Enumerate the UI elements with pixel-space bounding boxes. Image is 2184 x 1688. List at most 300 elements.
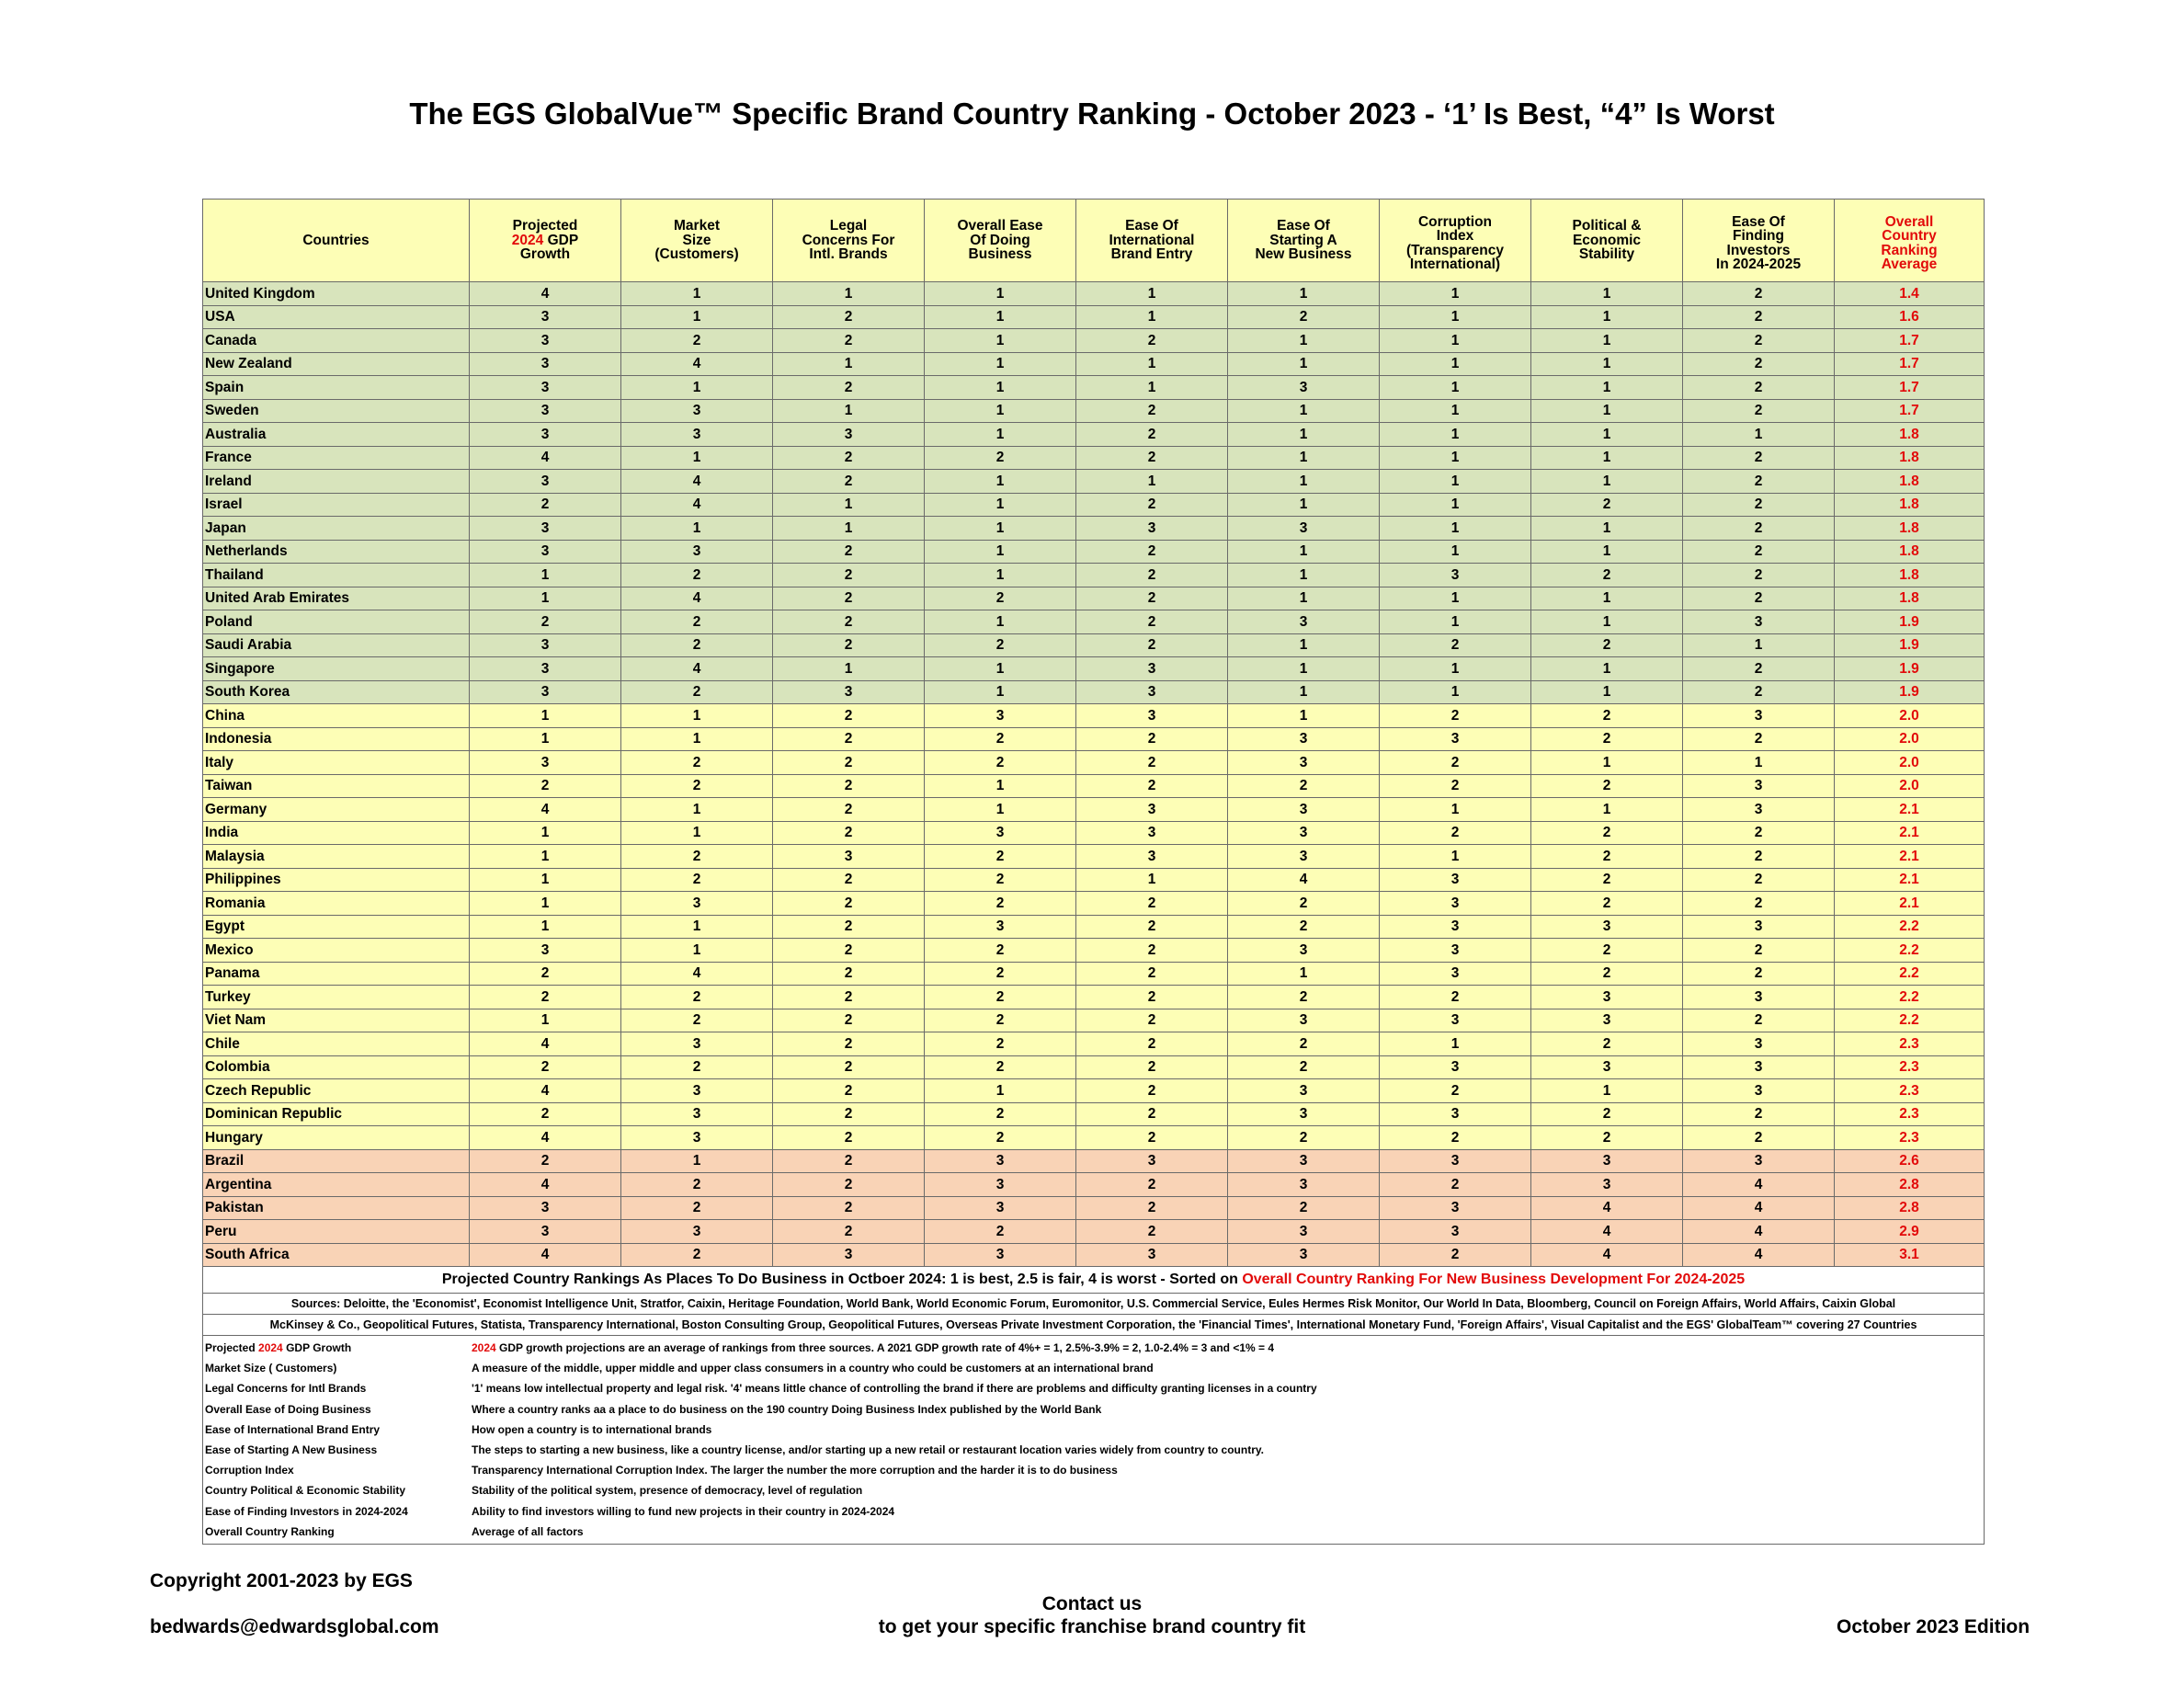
- legend-item: [203, 1440, 1984, 1460]
- rank-cell: 2: [1076, 1102, 1228, 1126]
- rank-cell: 2: [1076, 727, 1228, 751]
- rank-cell: 3: [1531, 1173, 1683, 1197]
- rank-cell: 1: [470, 915, 621, 939]
- country-name: South Africa: [203, 1243, 470, 1267]
- overall-average: 2.0: [1835, 751, 1985, 775]
- rank-cell: 1: [1380, 423, 1531, 447]
- rank-cell: 1: [1228, 633, 1380, 657]
- rank-cell: 1: [1380, 657, 1531, 681]
- rank-cell: 3: [470, 633, 621, 657]
- rank-cell: 3: [470, 540, 621, 564]
- rank-cell: 2: [925, 1055, 1076, 1079]
- rank-cell: 1: [1228, 329, 1380, 353]
- sources-line-2: McKinsey & Co., Geopolitical Futures, Statista, Transparency International, Boston Consulting Group, Geopolitical Futures, Overseas Private Investment Corporation, the 'Financial Times', International Monetary Fund, 'Foreign Affairs', Visual Capitalist and the EGS' GlobalTeam™ covering 27 Countries: [203, 1315, 1985, 1336]
- rank-cell: 3: [1076, 1149, 1228, 1173]
- table-row: [203, 727, 1985, 751]
- rank-cell: 4: [470, 798, 621, 822]
- rank-cell: 1: [1531, 470, 1683, 494]
- overall-average: 2.2: [1835, 939, 1985, 963]
- rank-cell: 3: [1228, 821, 1380, 845]
- rank-cell: 4: [621, 587, 773, 610]
- legend-item: [203, 1501, 1984, 1522]
- rank-cell: 3: [1228, 939, 1380, 963]
- table-row: [203, 540, 1985, 564]
- rank-cell: 2: [1076, 610, 1228, 634]
- rank-cell: 1: [1531, 376, 1683, 400]
- rank-cell: 3: [1228, 751, 1380, 775]
- rank-cell: 4: [470, 1243, 621, 1267]
- table-row: [203, 423, 1985, 447]
- rank-cell: 1: [773, 657, 925, 681]
- country-name: Singapore: [203, 657, 470, 681]
- rank-cell: 4: [470, 1126, 621, 1150]
- table-row: [203, 1220, 1985, 1244]
- rank-cell: 2: [773, 1102, 925, 1126]
- overall-average: 2.3: [1835, 1102, 1985, 1126]
- rank-cell: 1: [925, 329, 1076, 353]
- rank-cell: 1: [925, 564, 1076, 587]
- rank-cell: 2: [1380, 1173, 1531, 1197]
- rank-cell: 2: [925, 868, 1076, 892]
- table-row: [203, 1126, 1985, 1150]
- rank-cell: 2: [925, 446, 1076, 470]
- rank-cell: 1: [1683, 423, 1835, 447]
- rank-cell: 3: [1380, 1220, 1531, 1244]
- table-row: [203, 610, 1985, 634]
- rank-cell: 3: [470, 657, 621, 681]
- rank-cell: 3: [1683, 798, 1835, 822]
- rank-cell: 4: [621, 352, 773, 376]
- rank-cell: 2: [1683, 868, 1835, 892]
- country-name: France: [203, 446, 470, 470]
- rank-cell: 2: [1380, 751, 1531, 775]
- rank-cell: 1: [470, 704, 621, 728]
- rank-cell: 3: [1683, 1055, 1835, 1079]
- table-row: [203, 1196, 1985, 1220]
- contact-email[interactable]: bedwards@edwardsglobal.com: [150, 1616, 439, 1637]
- rank-cell: 3: [1228, 517, 1380, 541]
- rank-cell: 2: [773, 1079, 925, 1103]
- country-name: Israel: [203, 493, 470, 517]
- table-row: [203, 517, 1985, 541]
- rank-cell: 3: [1076, 845, 1228, 869]
- rank-cell: 2: [773, 1009, 925, 1032]
- rank-cell: 2: [1228, 915, 1380, 939]
- rank-cell: 4: [470, 1079, 621, 1103]
- rank-cell: 3: [470, 352, 621, 376]
- rank-cell: 1: [1531, 610, 1683, 634]
- rank-cell: 1: [925, 657, 1076, 681]
- table-row: [203, 798, 1985, 822]
- rank-cell: 1: [621, 305, 773, 329]
- rank-cell: 1: [1380, 305, 1531, 329]
- rank-cell: 1: [1531, 329, 1683, 353]
- rank-cell: 3: [1228, 1102, 1380, 1126]
- rank-cell: 1: [1531, 446, 1683, 470]
- rank-cell: 2: [1228, 986, 1380, 1009]
- rank-cell: 1: [1683, 751, 1835, 775]
- rank-cell: 3: [470, 423, 621, 447]
- rank-cell: 2: [773, 939, 925, 963]
- country-name: Sweden: [203, 399, 470, 423]
- rank-cell: 2: [1531, 727, 1683, 751]
- rank-cell: 1: [773, 399, 925, 423]
- legend-definition: A measure of the middle, upper middle and upper class consumers in a country who could be customers at an international brand: [472, 1362, 1154, 1375]
- rank-cell: 2: [773, 1126, 925, 1150]
- header-corruption: Corruption Index (Transparency International): [1380, 200, 1531, 282]
- overall-average: 2.1: [1835, 798, 1985, 822]
- rank-cell: 1: [1380, 470, 1531, 494]
- rank-cell: 2: [1076, 1173, 1228, 1197]
- rank-cell: 2: [773, 962, 925, 986]
- overall-average: 2.1: [1835, 845, 1985, 869]
- rank-cell: 3: [1683, 1032, 1835, 1056]
- rank-cell: 2: [925, 892, 1076, 916]
- country-name: Indonesia: [203, 727, 470, 751]
- table-row: [203, 1055, 1985, 1079]
- table-row: [203, 845, 1985, 869]
- country-name: Japan: [203, 517, 470, 541]
- rank-cell: 1: [1380, 446, 1531, 470]
- rank-cell: 2: [925, 962, 1076, 986]
- rank-cell: 2: [1531, 939, 1683, 963]
- header-investors: Ease Of Finding Investors In 2024-2025: [1683, 200, 1835, 282]
- rank-cell: 1: [470, 1009, 621, 1032]
- rank-cell: 1: [621, 727, 773, 751]
- ranking-table: [202, 199, 1985, 1545]
- overall-average: 1.6: [1835, 305, 1985, 329]
- rank-cell: 3: [470, 1196, 621, 1220]
- rank-cell: 2: [925, 633, 1076, 657]
- contact-us: Contact us: [1041, 1593, 1143, 1614]
- rank-cell: 2: [470, 1055, 621, 1079]
- rank-cell: 1: [1531, 680, 1683, 704]
- rank-cell: 1: [1228, 587, 1380, 610]
- rank-cell: 2: [621, 1196, 773, 1220]
- rank-cell: 2: [1380, 986, 1531, 1009]
- rank-cell: 2: [1531, 821, 1683, 845]
- rank-cell: 2: [925, 845, 1076, 869]
- table-row: [203, 446, 1985, 470]
- rank-cell: 2: [773, 1032, 925, 1056]
- rank-cell: 1: [925, 798, 1076, 822]
- country-name: Dominican Republic: [203, 1102, 470, 1126]
- rank-cell: 4: [1683, 1220, 1835, 1244]
- rank-cell: 3: [925, 1243, 1076, 1267]
- rank-cell: 2: [1683, 329, 1835, 353]
- rank-cell: 3: [1228, 376, 1380, 400]
- rank-cell: 1: [773, 493, 925, 517]
- rank-cell: 1: [1531, 798, 1683, 822]
- rank-cell: 1: [1228, 470, 1380, 494]
- rank-cell: 1: [925, 376, 1076, 400]
- table-row: [203, 680, 1985, 704]
- rank-cell: 2: [773, 633, 925, 657]
- sources-line-1: Sources: Deloitte, the 'Economist', Economist Intelligence Unit, Stratfor, Caixin, Heritage Foundation, World Bank, World Economic Forum, Euromonitor, U.S. Commercial Service, Eules Hermes Risk Monitor, Our World In Data, Bloomberg, Council on Foreign Affairs, World Affairs, Caixin Global: [203, 1294, 1985, 1315]
- rank-cell: 2: [621, 845, 773, 869]
- rank-cell: 3: [470, 305, 621, 329]
- rank-cell: 4: [1531, 1243, 1683, 1267]
- rank-cell: 1: [1076, 282, 1228, 306]
- country-name: Canada: [203, 329, 470, 353]
- rank-cell: 1: [470, 845, 621, 869]
- overall-average: 2.2: [1835, 986, 1985, 1009]
- rank-cell: 2: [773, 587, 925, 610]
- rank-cell: 2: [773, 821, 925, 845]
- rank-cell: 2: [1531, 493, 1683, 517]
- legend-item: [203, 1522, 1984, 1542]
- sort-note-row: [203, 1267, 1985, 1294]
- rank-cell: 1: [925, 540, 1076, 564]
- rank-cell: 3: [1683, 704, 1835, 728]
- table-row: [203, 399, 1985, 423]
- rank-cell: 3: [1228, 610, 1380, 634]
- rank-cell: 2: [1228, 1126, 1380, 1150]
- legend-item: [203, 1420, 1984, 1440]
- rank-cell: 1: [925, 517, 1076, 541]
- legend-term: Legal Concerns for Intl Brands: [205, 1382, 367, 1396]
- contact-tagline: to get your specific franchise brand country fit: [878, 1616, 1306, 1637]
- country-name: Panama: [203, 962, 470, 986]
- rank-cell: 1: [1228, 446, 1380, 470]
- rank-cell: 3: [1380, 939, 1531, 963]
- country-name: Philippines: [203, 868, 470, 892]
- table-row: [203, 352, 1985, 376]
- overall-average: 1.9: [1835, 680, 1985, 704]
- overall-average: 2.2: [1835, 915, 1985, 939]
- rank-cell: 1: [925, 282, 1076, 306]
- table-row: [203, 751, 1985, 775]
- rank-cell: 2: [621, 1055, 773, 1079]
- rank-cell: 2: [1380, 1126, 1531, 1150]
- sort-note: Projected Country Rankings As Places To Do Business in Octboer 2024: 1 is best, 2.5 is fair, 4 is worst - Sorted on Overall Country Ranking For New Business Development For 2024-2025: [203, 1267, 1985, 1294]
- rank-cell: 3: [470, 939, 621, 963]
- overall-average: 1.8: [1835, 493, 1985, 517]
- rank-cell: 3: [621, 1032, 773, 1056]
- rank-cell: 2: [1683, 446, 1835, 470]
- overall-average: 1.9: [1835, 610, 1985, 634]
- rank-cell: 2: [1380, 821, 1531, 845]
- rank-cell: 2: [773, 704, 925, 728]
- sources-row-1: [203, 1294, 1985, 1315]
- rank-cell: 2: [925, 1102, 1076, 1126]
- rank-cell: 3: [773, 1243, 925, 1267]
- rank-cell: 3: [1683, 986, 1835, 1009]
- rank-cell: 1: [1531, 657, 1683, 681]
- table-row: [203, 868, 1985, 892]
- country-name: Australia: [203, 423, 470, 447]
- rank-cell: 3: [1380, 1055, 1531, 1079]
- rank-cell: 2: [1683, 939, 1835, 963]
- country-name: United Kingdom: [203, 282, 470, 306]
- country-name: China: [203, 704, 470, 728]
- overall-average: 1.8: [1835, 423, 1985, 447]
- rank-cell: 2: [1683, 821, 1835, 845]
- rank-cell: 1: [925, 470, 1076, 494]
- country-name: Turkey: [203, 986, 470, 1009]
- rank-cell: 1: [1380, 610, 1531, 634]
- rank-cell: 2: [1076, 915, 1228, 939]
- rank-cell: 2: [1683, 540, 1835, 564]
- rank-cell: 3: [773, 845, 925, 869]
- rank-cell: 2: [1076, 962, 1228, 986]
- rank-cell: 2: [773, 892, 925, 916]
- rank-cell: 2: [925, 1009, 1076, 1032]
- rank-cell: 4: [1683, 1173, 1835, 1197]
- legend-term: Overall Ease of Doing Business: [205, 1402, 371, 1416]
- rank-cell: 3: [1228, 798, 1380, 822]
- rank-cell: 2: [1683, 1102, 1835, 1126]
- country-name: Ireland: [203, 470, 470, 494]
- overall-average: 2.1: [1835, 821, 1985, 845]
- table-row: [203, 939, 1985, 963]
- rank-cell: 2: [1380, 704, 1531, 728]
- table-row: [203, 1149, 1985, 1173]
- rank-cell: 2: [773, 1149, 925, 1173]
- rank-cell: 4: [1683, 1196, 1835, 1220]
- rank-cell: 3: [621, 540, 773, 564]
- rank-cell: 2: [773, 540, 925, 564]
- rank-cell: 2: [1076, 892, 1228, 916]
- rank-cell: 4: [621, 493, 773, 517]
- rank-cell: 3: [470, 399, 621, 423]
- rank-cell: 3: [1228, 1009, 1380, 1032]
- rank-cell: 3: [1076, 821, 1228, 845]
- rank-cell: 3: [1380, 1009, 1531, 1032]
- rank-cell: 2: [1076, 540, 1228, 564]
- rank-cell: 2: [773, 915, 925, 939]
- country-name: Egypt: [203, 915, 470, 939]
- rank-cell: 2: [470, 610, 621, 634]
- rank-cell: 2: [1531, 704, 1683, 728]
- rank-cell: 1: [925, 774, 1076, 798]
- rank-cell: 1: [1076, 305, 1228, 329]
- table-row: [203, 962, 1985, 986]
- rank-cell: 2: [1531, 564, 1683, 587]
- sources-row-2: [203, 1315, 1985, 1336]
- rank-cell: 2: [1531, 962, 1683, 986]
- rank-cell: 1: [1228, 352, 1380, 376]
- rank-cell: 2: [925, 751, 1076, 775]
- rank-cell: 1: [621, 282, 773, 306]
- rank-cell: 1: [1531, 423, 1683, 447]
- overall-average: 2.2: [1835, 1009, 1985, 1032]
- legend-definition: How open a country is to international brands: [472, 1422, 712, 1436]
- rank-cell: 3: [1531, 915, 1683, 939]
- table-row: [203, 986, 1985, 1009]
- country-name: Pakistan: [203, 1196, 470, 1220]
- rank-cell: 1: [1531, 517, 1683, 541]
- table-row: [203, 587, 1985, 610]
- rank-cell: 1: [925, 610, 1076, 634]
- rank-cell: 2: [1683, 845, 1835, 869]
- table-row: [203, 1102, 1985, 1126]
- rank-cell: 1: [1228, 704, 1380, 728]
- overall-average: 2.3: [1835, 1079, 1985, 1103]
- page-title: The EGS GlobalVue™ Specific Brand Country Ranking - October 2023 - ‘1’ Is Best, “4” Is Worst: [409, 97, 1775, 131]
- rank-cell: 2: [470, 962, 621, 986]
- rank-cell: 2: [1531, 774, 1683, 798]
- rank-cell: 4: [470, 282, 621, 306]
- rank-cell: 2: [773, 727, 925, 751]
- overall-average: 1.9: [1835, 633, 1985, 657]
- rank-cell: 2: [1531, 1102, 1683, 1126]
- table-body: [203, 282, 1985, 1267]
- rank-cell: 2: [621, 564, 773, 587]
- rank-cell: 1: [1228, 423, 1380, 447]
- legend-item: [203, 1460, 1984, 1480]
- rank-cell: 3: [621, 892, 773, 916]
- table-row: [203, 564, 1985, 587]
- rank-cell: 3: [1076, 1243, 1228, 1267]
- country-name: Germany: [203, 798, 470, 822]
- rank-cell: 3: [1380, 1149, 1531, 1173]
- overall-average: 2.1: [1835, 892, 1985, 916]
- rank-cell: 1: [1531, 587, 1683, 610]
- rank-cell: 2: [1076, 446, 1228, 470]
- rank-cell: 1: [470, 892, 621, 916]
- rank-cell: 3: [1228, 1173, 1380, 1197]
- rank-cell: 2: [1228, 1055, 1380, 1079]
- rank-cell: 2: [1228, 1032, 1380, 1056]
- rank-cell: 2: [773, 446, 925, 470]
- rank-cell: 1: [621, 939, 773, 963]
- country-name: USA: [203, 305, 470, 329]
- country-name: Netherlands: [203, 540, 470, 564]
- rank-cell: 2: [1076, 1032, 1228, 1056]
- table-row: [203, 470, 1985, 494]
- rank-cell: 1: [1380, 517, 1531, 541]
- rank-cell: 2: [1683, 564, 1835, 587]
- rank-cell: 2: [1076, 986, 1228, 1009]
- rank-cell: 3: [1531, 1009, 1683, 1032]
- rank-cell: 1: [1380, 1032, 1531, 1056]
- legend-term: Country Political & Economic Stability: [205, 1484, 406, 1498]
- rank-cell: 1: [925, 305, 1076, 329]
- rank-cell: 1: [1228, 540, 1380, 564]
- rank-cell: 2: [470, 986, 621, 1009]
- rank-cell: 3: [470, 680, 621, 704]
- rank-cell: 3: [925, 915, 1076, 939]
- overall-average: 1.7: [1835, 352, 1985, 376]
- country-name: Spain: [203, 376, 470, 400]
- rank-cell: 1: [1076, 470, 1228, 494]
- rank-cell: 3: [470, 329, 621, 353]
- rank-cell: 1: [470, 727, 621, 751]
- rank-cell: 1: [621, 798, 773, 822]
- rank-cell: 2: [1531, 1126, 1683, 1150]
- rank-cell: 2: [1076, 587, 1228, 610]
- country-name: Czech Republic: [203, 1079, 470, 1103]
- rank-cell: 1: [1683, 633, 1835, 657]
- rank-cell: 1: [470, 821, 621, 845]
- table-row: [203, 493, 1985, 517]
- table-row: [203, 892, 1985, 916]
- rank-cell: 1: [925, 680, 1076, 704]
- rank-cell: 1: [621, 517, 773, 541]
- rank-cell: 3: [621, 399, 773, 423]
- overall-average: 1.8: [1835, 587, 1985, 610]
- rank-cell: 1: [621, 446, 773, 470]
- rank-cell: 1: [1531, 282, 1683, 306]
- country-name: Chile: [203, 1032, 470, 1056]
- overall-average: 2.8: [1835, 1196, 1985, 1220]
- legend-definition: Stability of the political system, presence of democracy, level of regulation: [472, 1484, 863, 1498]
- rank-cell: 2: [1531, 845, 1683, 869]
- rank-cell: 2: [1683, 892, 1835, 916]
- country-name: India: [203, 821, 470, 845]
- rank-cell: 3: [470, 1220, 621, 1244]
